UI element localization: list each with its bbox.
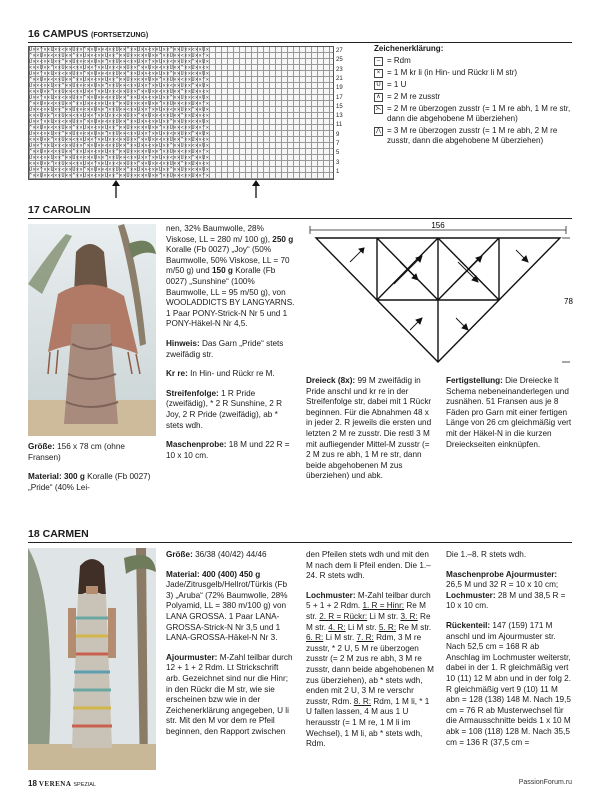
carmen-r1-text: Re M str. xyxy=(306,601,426,621)
chart-row: U××<××U××^××U××<××U××^××U××<××U××^××U××<××U××^××U× xyxy=(29,155,210,161)
carmen-col4-text1: Die 1.–8. R stets wdh. xyxy=(446,550,527,559)
chart-row-number: 11 xyxy=(336,122,343,129)
carmen-ajour-label: Ajourmuster: xyxy=(166,652,218,662)
carmen-probe-label: Maschenprobe Ajourmuster: xyxy=(446,569,558,579)
carolin-g150: 150 g xyxy=(211,266,233,276)
carmen-r8: 8. R: xyxy=(353,696,372,706)
chart-row: ^××U××<××U××^××U××<××U××^××U××<××U××^××U××<××U××^× xyxy=(29,125,210,131)
section-18-title: CARMEN xyxy=(42,528,89,540)
chart-row-number: 13 xyxy=(336,113,343,120)
legend-text: = 1 U xyxy=(387,80,407,89)
carmen-loch-label: Lochmuster: xyxy=(306,590,356,600)
section-16-number: 16 xyxy=(28,28,40,40)
carolin-hinweis-text: Das Garn „Pride“ stets zweifädig str. xyxy=(166,338,284,359)
arrow-up-icon xyxy=(252,180,260,198)
carolin-streifen-label: Streifenfolge: xyxy=(166,388,219,398)
section-16-title: CAMPUS xyxy=(42,28,89,40)
photo-carmen xyxy=(28,548,156,770)
chart-row: U××^××U××<××U××^××U××<××U××^××U××<××U××^××U××<××U× xyxy=(29,143,210,149)
carmen-col3-text1: den Pfeilen stets wdh und mit den M nach dem li Pfeil enden. Die 1.–24. R stets wdh. xyxy=(306,550,431,581)
carmen-r3-text: Re M str. xyxy=(306,611,431,632)
carmen-r6-text: Li M str. xyxy=(325,633,355,643)
chart-row-number: 21 xyxy=(336,75,343,82)
carmen-r4: 4. R: xyxy=(328,622,346,632)
carmen-groesse-text: 36/38 (40/42) 44/46 xyxy=(195,550,267,559)
carolin-col3 xyxy=(306,376,436,491)
carolin-krre-label: Kr re: xyxy=(166,369,188,379)
carmen-rueck-label: Rückenteil: xyxy=(446,620,491,630)
legend-symbol-icon: – xyxy=(374,57,383,66)
chart-row-number: 23 xyxy=(336,66,343,73)
knitting-chart xyxy=(28,46,334,180)
chart-row: <××U××^××U××<××U××^××U××<××U××^××U××<××U××^××U××<× xyxy=(29,113,210,119)
page-footer xyxy=(28,779,96,788)
carmen-r7-text: Rdm, 3 M re zusstr, * 2 U, 5 M re überzogen zusstr (= 2 M zus re abh, 3 M re zusstr, dann beide abgehobenen M zus überziehen), ab * stets wdh, enden mit 2 U, 3 M re verschr zusstr, Rdm. xyxy=(306,633,434,706)
section-18-number: 18 xyxy=(28,528,40,540)
carolin-col1 xyxy=(28,442,156,502)
legend-item xyxy=(374,68,572,78)
legend-item xyxy=(374,104,572,124)
legend-text: = 1 M kr li (in Hin- und Rückr li M str) xyxy=(387,68,518,77)
chart-row: ^××U××<××U××^××U××<××U××^××U××<××U××^××U××<××U××^× xyxy=(29,53,210,59)
brand-name: VERENA xyxy=(38,780,72,788)
chart-row: ^××U××<××U××^××U××<××U××^××U××<××U××^××U××<××U××^× xyxy=(29,149,210,155)
legend-symbol-icon: U xyxy=(374,81,383,90)
carmen-r4-text: Li M str. xyxy=(347,622,377,632)
chart-row: U××^××U××<××U××^××U××<××U××^××U××<××U××^××U××<××U× xyxy=(29,167,210,173)
chart-row: <××U××^××U××<××U××^××U××<××U××^××U××<××U××^××U××<× xyxy=(29,161,210,167)
carolin-streifen-text: 1 R Pride (zweifädig), * 2 R Sunshine, 2 R Joy, 2 R Pride (zweifädig), ab * stets wdh. xyxy=(166,388,283,430)
chart-row-number: 25 xyxy=(336,57,343,64)
shawl-schematic xyxy=(306,222,574,370)
carolin-fertig-text: Die Dreiecke lt Schema nebeneinanderlegen und zusnähen. 51 Fransen aus je 8 Fäden pro Garn mit einer fertigen Länge von 26 cm gleichmäßig vert mit der Häkel-N in die kurzen Dreieckseiten einknüpfen. xyxy=(446,376,572,449)
carmen-col2 xyxy=(166,550,294,747)
chart-row-number: 27 xyxy=(336,48,343,54)
chart-row: U××<××U××^××U××<××U××^××U××<××U××^××U××<××U××^××U× xyxy=(29,59,210,65)
legend-item xyxy=(374,126,572,146)
legend-symbol-icon: × xyxy=(374,69,383,78)
carolin-col2-text2: Koralle (Fb 0027) „Joy“ (50% Baumwolle, 50% Viskose, LL = 70 m/50 g) und xyxy=(166,245,290,276)
legend-text: = 2 M re überzogen zusstr (= 1 M re abh, 1 M re str, dann die abgehobene M überziehen) xyxy=(387,104,571,123)
chart-row: U××^××U××<××U××^××U××<××U××^××U××<××U××^××U××<××U× xyxy=(29,119,210,125)
legend-item xyxy=(374,92,572,102)
chart-row: <××U××^××U××<××U××^××U××<××U××^××U××<××U××^××U××<× xyxy=(29,89,210,95)
carmen-probe-text: 26,5 M und 32 R = 10 x 10 cm; xyxy=(446,580,559,590)
carolin-material-label: Material: 300 g xyxy=(28,472,85,482)
chart-row: U××<××U××^××U××<××U××^××U××<××U××^××U××<××U××^××U× xyxy=(29,107,210,113)
carmen-material-text: Jade/Zitrusgelb/Hellrot/Türkis (Fb 3) „Aruba“ (72% Baumwolle, 28% Polyamid, LL = 380 m/100 g) von LANA GROSSA. 1 Paar LANA-GROSSA-Strick-N Nr 3,5 und 1 LANA-GROSSA-Häkel-N Nr 3. xyxy=(166,580,288,643)
issue-name: SPEZIAL xyxy=(73,782,96,788)
carmen-r2-text: Li M str. xyxy=(369,611,399,621)
carolin-col4 xyxy=(446,376,572,459)
chart-row-number: 19 xyxy=(336,85,343,92)
carolin-maschen-label: Maschenprobe: xyxy=(166,440,227,450)
legend-item xyxy=(374,80,572,90)
carolin-material-text: Koralle (Fb 0027) „Pride“ (40% Lei- xyxy=(28,472,151,492)
chart-row: ^××U××<××U××^××U××<××U××^××U××<××U××^××U××<××U××^× xyxy=(29,173,210,179)
carolin-col2 xyxy=(166,224,296,470)
width-label: 156 xyxy=(431,222,445,230)
chart-row-number: 1 xyxy=(336,168,340,175)
carmen-loch-a: M-Zahl teilbar durch 5 + 1 + 2 Rdm. xyxy=(306,590,431,611)
chart-row: U××^××U××<××U××^××U××<××U××^××U××<××U××^××U××<××U× xyxy=(29,71,210,77)
chart-row-number: 15 xyxy=(336,103,343,110)
carolin-dreieck-text: 99 M zweifädig in Pride anschl und kr re in der Streifenfolge str, dabei mit 1 Rückr beginnen. Für die Abnahmen 48 x in jeder 2. R jeweils die ersten und letzten 2 M re zusstr. Die restl 3 M mit aufliegender Mittel-M zusstr (= 2 M zus re abh, 1 M re str, dann beide abgehobenen M zus überziehen) und abk. xyxy=(306,376,432,481)
section-18-header xyxy=(28,528,572,543)
page-number: 18 xyxy=(28,779,37,788)
carmen-r8-text: Rdm, 1 M li, * 1 U fallen lassen, 4 M aus 1 U herausstr (= 1 M re, 1 M li im Wechsel), 1 M li, ab * stets wdh, Rdm. xyxy=(306,696,430,749)
carmen-r1: 1. R = Hinr: xyxy=(362,601,405,611)
legend-item xyxy=(374,56,572,66)
legend-symbol-icon: ⋀ xyxy=(374,127,383,136)
legend-symbol-icon: ⋋ xyxy=(375,106,382,112)
carolin-groesse-text: 156 x 78 cm (ohne Fransen) xyxy=(28,442,125,462)
carolin-g250: 250 g xyxy=(272,234,294,244)
chart-row-number: 17 xyxy=(336,94,343,101)
chart-row: <××U××^××U××<××U××^××U××<××U××^××U××<××U××^××U××<× xyxy=(29,137,210,143)
carolin-hinweis-label: Hinweis: xyxy=(166,338,200,348)
chart-row: U××^××U××<××U××^××U××<××U××^××U××<××U××^××U××<××U× xyxy=(29,95,210,101)
carolin-col2-text1: nen, 32% Baumwolle, 28% Viskose, LL = 280 m/ 100 g), xyxy=(166,224,270,244)
chart-row-number: 3 xyxy=(336,159,340,166)
legend-symbol-icon: ∧ xyxy=(374,93,383,102)
carolin-groesse-label: Größe: xyxy=(28,442,55,451)
carmen-r7: 7. R: xyxy=(356,633,374,643)
chart-row-number: 9 xyxy=(336,131,340,138)
section-17-header xyxy=(28,204,572,219)
carmen-r5: 5. R: xyxy=(378,622,397,632)
chart-row: U××<××U××^××U××<××U××^××U××<××U××^××U××<××U××^××U× xyxy=(29,83,210,89)
carmen-r5-text: Re M str. xyxy=(398,622,432,632)
chart-row-number: 7 xyxy=(336,141,340,147)
arrow-up-icon xyxy=(112,180,120,198)
carmen-material-label: Material: 400 (400) 450 g xyxy=(166,569,261,579)
section-17-title: CAROLIN xyxy=(42,204,91,216)
carmen-col3 xyxy=(306,550,436,759)
chart-row-number: 5 xyxy=(336,150,340,157)
photo-carolin xyxy=(28,224,156,436)
triangle-layout xyxy=(316,238,560,362)
chart-row: U××<××U××^××U××<××U××^××U××<××U××^××U××<××U××^××U× xyxy=(29,131,210,137)
carolin-dreieck-label: Dreieck (8x): xyxy=(306,376,356,385)
watermark: PassionForum.ru xyxy=(518,779,572,786)
carmen-col4 xyxy=(446,550,572,757)
chart-row: <××U××^××U××<××U××^××U××<××U××^××U××<××U××^××U××<× xyxy=(29,65,210,71)
carolin-fertig-label: Fertigstellung: xyxy=(446,376,503,385)
carmen-rueck-text: 147 (159) 171 M anschl und im Ajourmuster str. Nach 52,5 cm = 168 R ab Anschlag im Lochmuster weiterstr, dabei in der 1. R gleichmäßig vert 10 (11) 12 M abn und in der folg 2. R gleichmäßig vert 9 (10) 11 M abn = 128 (138) 148 M. Nach 19,5 cm = 76 R ab Musterwechsel für die Armausschnitte beids 1 x 10 M abk = 108 (118) 128 M. Nach 35,5 cm = 136 R (37,5 cm = xyxy=(446,620,572,747)
legend-text: = 3 M re überzogen zusstr (= 1 M re abh, 2 M re zusstr, dann die abgehobene M überziehen) xyxy=(387,126,558,145)
repeat-arrows xyxy=(100,180,300,200)
section-16-header xyxy=(28,28,572,43)
carmen-groesse-label: Größe: xyxy=(166,550,193,559)
carolin-col2-text3: Koralle (Fb 0027) „Sunshine“ (100% Baumwolle, LL = 95 m/50 g), von WOOLADDICTS BY LANGYARNS. 1 Paar PONY-Strick-N Nr 5 und 1 PONY-Häkel-N Nr 4,5. xyxy=(166,266,295,329)
carmen-loch-probe-label: Lochmuster: xyxy=(446,590,496,600)
carmen-r3: 3. R: xyxy=(400,611,418,621)
carolin-maschen-text: 18 M und 22 R = 10 x 10 cm. xyxy=(166,440,290,460)
legend-title: Zeichenerklärung: xyxy=(374,44,444,53)
legend xyxy=(374,44,572,148)
carmen-ajour-text: M-Zahl teilbar durch 12 + 1 + 2 Rdm. Lt Strickschrift arb. Gezeichnet sind nur die Hinr; in den Rückr die M str, wie sie erscheinen bzw wie in der Zeichenerklärung angegeben, U li str. Mit den M vor dem re Pfeil beginnen, den Rapport zwischen xyxy=(166,652,293,736)
legend-text: = Rdm xyxy=(387,56,411,65)
chart-row: ^××U××<××U××^××U××<××U××^××U××<××U××^××U××<××U××^× xyxy=(29,77,210,83)
height-label: 78 xyxy=(564,297,573,306)
carmen-r2: 2. R = Rückr: xyxy=(319,611,368,621)
section-16-subtitle: (FORTSETZUNG) xyxy=(91,32,149,39)
carmen-r6: 6. R: xyxy=(306,633,324,643)
carolin-krre-text: In Hin- und Rückr re M. xyxy=(190,369,275,379)
section-17-number: 17 xyxy=(28,204,40,216)
carmen-loch-probe-text: 28 M und 38,5 R = 10 x 10 cm. xyxy=(446,590,566,611)
chart-row: ^××U××<××U××^××U××<××U××^××U××<××U××^××U××<××U××^× xyxy=(29,101,210,107)
chart-row: U××^××U××<××U××^××U××<××U××^××U××<××U××^××U××<××U× xyxy=(29,47,210,53)
legend-text: = 2 M re zusstr xyxy=(387,92,441,101)
